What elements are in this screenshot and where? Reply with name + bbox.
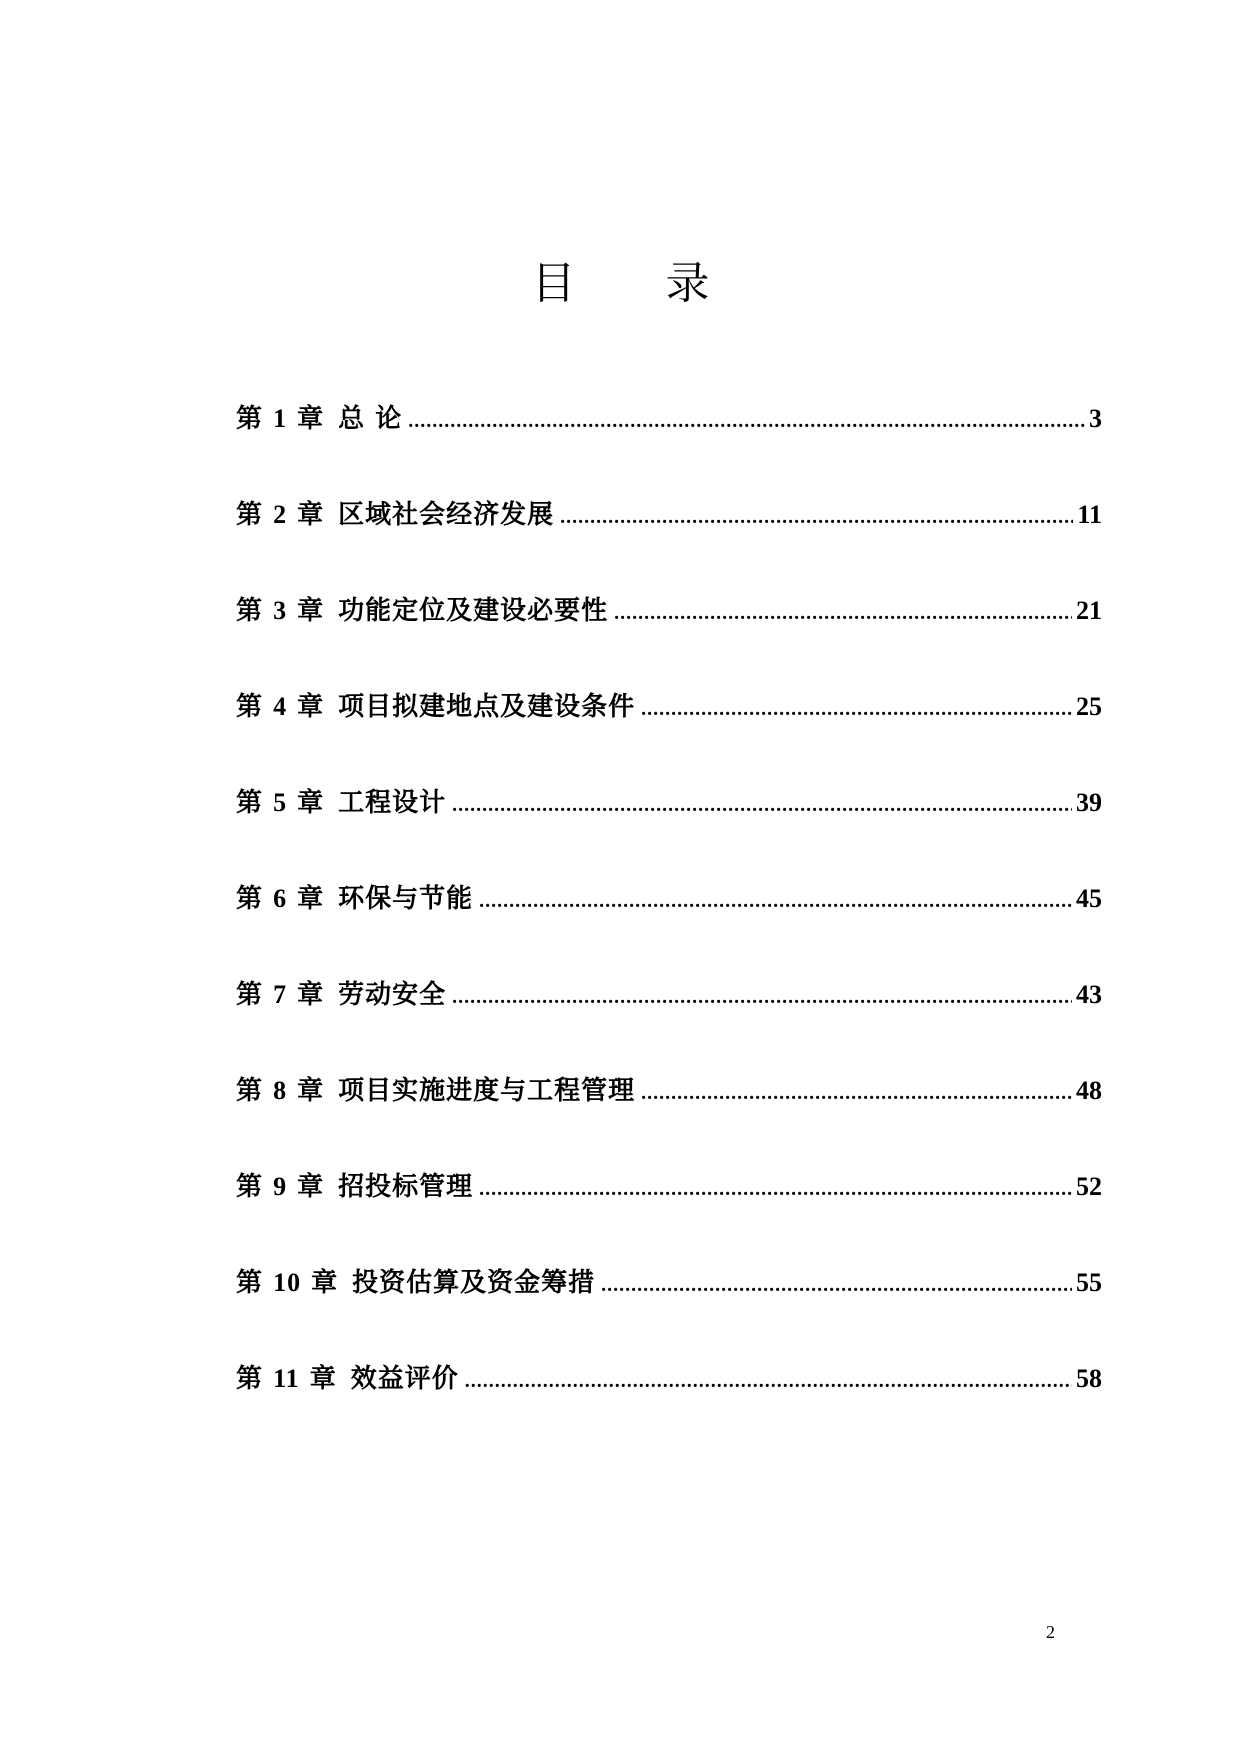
toc-page-number: 39 [1076, 788, 1102, 817]
toc-page-number: 55 [1076, 1268, 1102, 1297]
toc-page-number: 45 [1076, 884, 1102, 913]
toc-chapter-label: 第 1 章 [236, 404, 325, 434]
toc-page-number: 48 [1076, 1076, 1102, 1105]
toc-chapter-title: 投资估算及资金筹措 [352, 1268, 596, 1298]
toc-dot-leader [601, 1274, 1072, 1297]
toc-chapter-title: 招投标管理 [338, 1172, 474, 1202]
toc-chapter-title: 项目实施进度与工程管理 [338, 1076, 636, 1106]
table-of-contents [236, 398, 1102, 1454]
toc-entry[interactable] [236, 878, 1102, 974]
toc-dot-leader [641, 698, 1072, 721]
toc-page-number: 52 [1076, 1172, 1102, 1201]
toc-chapter-title: 区域社会经济发展 [338, 500, 555, 530]
toc-entry[interactable] [236, 782, 1102, 878]
toc-entry[interactable] [236, 1262, 1102, 1358]
toc-dot-leader [614, 602, 1072, 625]
toc-dot-leader [465, 1370, 1072, 1393]
toc-page-number: 3 [1089, 404, 1102, 433]
toc-chapter-title: 项目拟建地点及建设条件 [338, 692, 636, 722]
toc-page-number: 43 [1076, 980, 1102, 1009]
page-number: 2 [1046, 1622, 1055, 1642]
toc-chapter-label: 第 5 章 [236, 788, 325, 818]
toc-chapter-title: 环保与节能 [338, 884, 474, 914]
toc-entry[interactable] [236, 590, 1102, 686]
toc-entry[interactable] [236, 398, 1102, 494]
toc-page-number: 21 [1076, 596, 1102, 625]
toc-chapter-label: 第 4 章 [236, 692, 325, 722]
toc-entry[interactable] [236, 686, 1102, 782]
toc-dot-leader [452, 986, 1072, 1009]
toc-entry[interactable] [236, 1358, 1102, 1454]
toc-chapter-label: 第 10 章 [236, 1268, 339, 1298]
toc-entry[interactable] [236, 1070, 1102, 1166]
toc-chapter-title: 效益评价 [350, 1364, 459, 1394]
toc-entry[interactable] [236, 1166, 1102, 1262]
toc-dot-leader [452, 794, 1072, 817]
toc-page-number: 25 [1076, 692, 1102, 721]
toc-dot-leader [641, 1082, 1072, 1105]
toc-dot-leader [560, 506, 1073, 529]
toc-chapter-label: 第 7 章 [236, 980, 325, 1010]
toc-entry[interactable] [236, 494, 1102, 590]
toc-page-number: 11 [1077, 500, 1102, 529]
toc-title: 目 录 [531, 258, 748, 309]
toc-chapter-label: 第 6 章 [236, 884, 325, 914]
toc-chapter-label: 第 11 章 [236, 1364, 337, 1394]
toc-chapter-title: 总 论 [338, 404, 403, 434]
toc-dot-leader [479, 890, 1072, 913]
toc-chapter-label: 第 8 章 [236, 1076, 325, 1106]
toc-chapter-title: 劳动安全 [338, 980, 447, 1010]
toc-entry[interactable] [236, 974, 1102, 1070]
toc-chapter-title: 工程设计 [338, 788, 447, 818]
toc-dot-leader [408, 410, 1085, 433]
toc-page-number: 58 [1076, 1364, 1102, 1393]
toc-chapter-title: 功能定位及建设必要性 [338, 596, 609, 626]
toc-chapter-label: 第 3 章 [236, 596, 325, 626]
toc-dot-leader [479, 1178, 1072, 1201]
toc-chapter-label: 第 9 章 [236, 1172, 325, 1202]
toc-chapter-label: 第 2 章 [236, 500, 325, 530]
